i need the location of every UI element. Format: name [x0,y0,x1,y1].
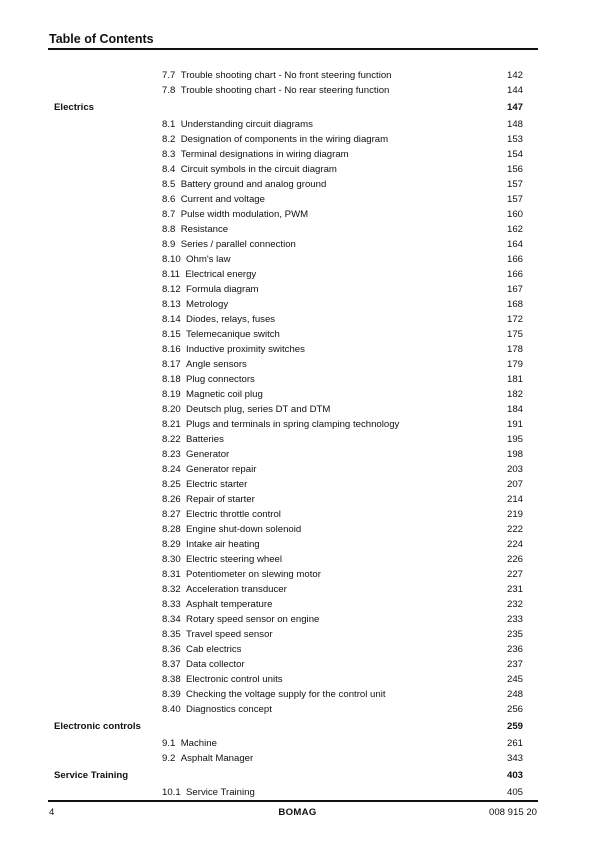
toc-entry-row [0,736,595,751]
toc-page-number: 248 [506,689,523,700]
toc-entry-title [162,552,282,567]
toc-entry-text: Plugs and terminals in spring clamping technology [186,419,400,430]
toc-entry-number: 8.38 [162,674,181,685]
toc-entry-title [162,537,260,552]
toc-page-number: 233 [506,614,523,625]
toc-page-number: 178 [506,344,523,355]
toc-entry-number: 8.10 [162,254,181,265]
toc-entry-row [0,477,595,492]
toc-entry-number: 8.26 [162,494,181,505]
toc-entry-row [0,68,595,83]
toc-entry-title [162,327,280,342]
toc-entry-text: Electric throttle control [186,509,281,520]
toc-entry-title [162,751,253,766]
toc-entry-text: Formula diagram [186,284,259,295]
toc-entry-number: 8.14 [162,314,181,325]
toc-section-row [0,719,595,734]
toc-entry-number: 8.4 [162,164,176,175]
toc-entry-number: 8.20 [162,404,181,415]
toc-entry-row [0,785,595,800]
toc-page-number: 166 [506,254,523,265]
toc-page-number: 162 [506,224,523,235]
toc-entry-number: 8.13 [162,299,181,310]
toc-entry-number: 8.30 [162,554,181,565]
toc-entry-number: 8.18 [162,374,181,385]
toc-entry-number: 7.7 [162,70,176,81]
toc-entry-title [162,402,330,417]
toc-entry-text: Resistance [180,224,229,235]
toc-entry-number: 8.36 [162,644,181,655]
toc-entry-number: 8.29 [162,539,181,550]
toc-entry-text: Deutsch plug, series DT and DTM [186,404,331,415]
toc-entry-row [0,537,595,552]
toc-entry-number: 9.1 [162,738,176,749]
toc-entry-row [0,492,595,507]
toc-page-number: 157 [506,179,523,190]
toc-page-number: 343 [506,753,523,764]
toc-entry-number: 8.40 [162,704,181,715]
toc-page-number: 181 [506,374,523,385]
toc-entry-text: Series / parallel connection [180,239,296,250]
toc-section-row [0,100,595,115]
toc-entry-title [162,642,241,657]
toc-entry-text: Electric starter [186,479,248,490]
toc-entry-text: Plug connectors [186,374,255,385]
toc-entry-title [162,567,321,582]
toc-section-title: Electrics [54,101,95,113]
toc-entry-text: Batteries [186,434,224,445]
toc-entry-row [0,207,595,222]
toc-entry-row [0,462,595,477]
toc-entry-title [162,612,319,627]
toc-section-title: Service Training [54,769,129,781]
toc-entry-text: Intake air heating [186,539,260,550]
toc-entry-title [162,312,275,327]
toc-entry-title [162,702,272,717]
toc-entry-row [0,327,595,342]
toc-entry-text: Telemecanique switch [186,329,280,340]
toc-entry-row [0,657,595,672]
toc-page-number: 222 [506,524,523,535]
footer-page-number: 4 [49,807,55,818]
toc-entry-number: 8.28 [162,524,181,535]
toc-entry-number: 8.23 [162,449,181,460]
toc-page-number: 403 [506,769,523,781]
toc-entry-text: Generator repair [186,464,257,475]
toc-page-number: 195 [506,434,523,445]
toc-entry-number: 8.35 [162,629,181,640]
toc-page-number: 175 [506,329,523,340]
toc-entry-row [0,342,595,357]
toc-entry-row [0,387,595,402]
toc-entry-text: Electric steering wheel [186,554,283,565]
toc-entry-row [0,357,595,372]
toc-entry-number: 8.15 [162,329,181,340]
toc-entry-row [0,282,595,297]
toc-entry-number: 8.22 [162,434,181,445]
toc-page-number: 154 [506,149,523,160]
toc-entry-title [162,507,281,522]
toc-entry-row [0,417,595,432]
toc-page-number: 405 [506,787,523,798]
toc-page-number: 172 [506,314,523,325]
toc-entry-text: Trouble shooting chart - No front steering function [180,70,392,81]
toc-entry-number: 8.6 [162,194,176,205]
toc-entry-number: 8.5 [162,179,176,190]
toc-entry-title [162,657,245,672]
toc-entry-row [0,267,595,282]
toc-entry-row [0,252,595,267]
toc-entry-row [0,672,595,687]
toc-entry-title [162,736,217,751]
toc-entry-title [162,387,263,402]
toc-entry-text: Diodes, relays, fuses [186,314,276,325]
toc-entry-row [0,192,595,207]
toc-page-number: 219 [506,509,523,520]
toc-entry-text: Travel speed sensor [186,629,273,640]
toc-entry-text: Metrology [186,299,229,310]
toc-entry-title [162,237,296,252]
toc-entry-number: 8.24 [162,464,181,475]
toc-entry-number: 8.21 [162,419,181,430]
toc-entry-text: Rotary speed sensor on engine [186,614,320,625]
toc-entry-title [162,222,228,237]
toc-page-number: 245 [506,674,523,685]
toc-entry-row [0,237,595,252]
toc-entry-row [0,612,595,627]
toc-entry-text: Repair of starter [186,494,255,505]
toc-entry-number: 8.1 [162,119,176,130]
toc-page-number: 235 [506,629,523,640]
toc-page-number: 164 [506,239,523,250]
toc-page-number: 256 [506,704,523,715]
toc-page-number: 236 [506,644,523,655]
toc-entry-row [0,117,595,132]
toc-entry-title [162,147,349,162]
toc-entry-row [0,312,595,327]
toc-entry-title [162,297,228,312]
toc-entry-row [0,222,595,237]
toc-section-title: Electronic controls [54,720,141,732]
toc-entry-number: 10.1 [162,787,181,798]
toc-entry-title [162,372,255,387]
toc-entry-title [162,83,389,98]
footer-rule [48,800,538,802]
toc-entry-title [162,252,231,267]
toc-entry-row [0,297,595,312]
toc-page-number: 207 [506,479,523,490]
toc-page-number: 182 [506,389,523,400]
toc-entry-text: Cab electrics [186,644,242,655]
toc-page-number: 147 [506,101,523,113]
toc-page-number: 148 [506,119,523,130]
toc-entry-title [162,522,301,537]
toc-entry-text: Potentiometer on slewing motor [186,569,321,580]
toc-entry-row [0,642,595,657]
toc-page-number: 224 [506,539,523,550]
toc-page-number: 168 [506,299,523,310]
toc-entry-title [162,177,326,192]
toc-entry-row [0,751,595,766]
toc-entry-number: 8.9 [162,239,176,250]
toc-entry-title [162,132,388,147]
toc-entry-text: Inductive proximity switches [186,344,305,355]
toc-entry-text: Current and voltage [180,194,265,205]
toc-page-number: 179 [506,359,523,370]
footer-brand: BOMAG [278,807,317,818]
toc-entry-row [0,372,595,387]
toc-entry-text: Ohm's law [186,254,231,265]
toc-entry-text: Asphalt temperature [186,599,273,610]
toc-entry-text: Diagnostics concept [186,704,272,715]
toc-entry-number: 9.2 [162,753,176,764]
toc-entry-text: Battery ground and analog ground [180,179,327,190]
toc-entry-number: 8.2 [162,134,176,145]
toc-entry-title [162,492,255,507]
toc-entry-row [0,447,595,462]
toc-page-number: 226 [506,554,523,565]
toc-page-number: 160 [506,209,523,220]
toc-entry-title [162,785,255,800]
toc-entry-row [0,147,595,162]
toc-page-number: 231 [506,584,523,595]
toc-entry-row [0,83,595,98]
toc-page-number: 144 [506,85,523,96]
toc-entry-title [162,477,247,492]
toc-entry-number: 8.31 [162,569,181,580]
toc-page-number: 156 [506,164,523,175]
toc-entry-number: 8.16 [162,344,181,355]
toc-entry-number: 8.34 [162,614,181,625]
toc-entry-text: Data collector [186,659,245,670]
toc-entry-text: Machine [180,738,217,749]
toc-entry-number: 8.19 [162,389,181,400]
toc-entry-number: 8.27 [162,509,181,520]
toc-entry-row [0,507,595,522]
toc-entry-number: 8.25 [162,479,181,490]
toc-entry-title [162,267,256,282]
toc-entry-number: 7.8 [162,85,176,96]
toc-entry-text: Generator [186,449,230,460]
toc-entry-text: Pulse width modulation, PWM [180,209,309,220]
toc-entry-title [162,207,308,222]
toc-page-number: 157 [506,194,523,205]
toc-page-number: 232 [506,599,523,610]
toc-page-number: 259 [506,720,523,732]
toc-entry-number: 8.8 [162,224,176,235]
toc-entry-title [162,117,313,132]
toc-page-number: 214 [506,494,523,505]
toc-entry-title [162,282,259,297]
footer-doc-number: 008 915 20 [488,807,537,818]
toc-entry-number: 8.32 [162,584,181,595]
toc-entry-title [162,627,273,642]
toc-entry-row [0,432,595,447]
toc-entry-text: Acceleration transducer [186,584,287,595]
toc-entry-text: Magnetic coil plug [186,389,263,400]
toc-entry-text: Asphalt Manager [180,753,254,764]
toc-entry-number: 8.12 [162,284,181,295]
toc-entry-row [0,582,595,597]
toc-entry-title [162,672,283,687]
toc-page-number: 167 [506,284,523,295]
toc-entry-row [0,552,595,567]
toc-page-number: 153 [506,134,523,145]
toc-entry-title [162,357,247,372]
toc-entry-title [162,462,256,477]
toc-entry-number: 8.7 [162,209,176,220]
toc-entry-row [0,627,595,642]
toc-page-number: 142 [506,70,523,81]
toc-entry-row [0,597,595,612]
toc-entry-text: Terminal designations in wiring diagram [180,149,349,160]
toc-entry-title [162,417,399,432]
toc-entry-text: Designation of components in the wiring diagram [180,134,389,145]
toc-entry-row [0,132,595,147]
toc-page-number: 198 [506,449,523,460]
toc-page-number: 203 [506,464,523,475]
toc-page-number: 227 [506,569,523,580]
toc-entry-text: Angle sensors [186,359,247,370]
toc-entry-title [162,687,386,702]
toc-entry-number: 8.11 [162,269,180,280]
toc-entry-text: Service Training [186,787,255,798]
page-title: Table of Contents [49,32,154,46]
toc-entry-text: Circuit symbols in the circuit diagram [180,164,337,175]
toc-entry-text: Trouble shooting chart - No rear steering function [180,85,390,96]
toc-entry-text: Electronic control units [186,674,283,685]
toc-entry-text: Understanding circuit diagrams [180,119,313,130]
toc-entry-title [162,447,229,462]
toc-entry-row [0,702,595,717]
header-rule [48,48,538,50]
toc-entry-row [0,402,595,417]
toc-section-row [0,768,595,783]
toc-page-number: 237 [506,659,523,670]
toc-entry-number: 8.39 [162,689,181,700]
toc-entry-number: 8.33 [162,599,181,610]
toc-entry-title [162,342,305,357]
toc-page-number: 184 [506,404,523,415]
toc-entry-row [0,522,595,537]
toc-entry-number: 8.3 [162,149,176,160]
toc-entry-title [162,68,392,83]
toc-entry-text: Electrical energy [185,269,257,280]
toc-entry-number: 8.37 [162,659,181,670]
toc-entry-row [0,162,595,177]
toc-page-number: 191 [506,419,523,430]
toc-entry-number: 8.17 [162,359,181,370]
toc-entry-row [0,687,595,702]
toc-entry-title [162,582,287,597]
toc-entry-title [162,597,272,612]
toc-page-number: 261 [506,738,523,749]
toc-entry-row [0,177,595,192]
toc-entry-row [0,567,595,582]
toc-entry-title [162,162,337,177]
toc-entry-text: Engine shut-down solenoid [186,524,302,535]
toc-page-number: 166 [506,269,523,280]
toc-entry-title [162,192,265,207]
toc-entry-text: Checking the voltage supply for the control unit [186,689,386,700]
toc-entry-title [162,432,224,447]
